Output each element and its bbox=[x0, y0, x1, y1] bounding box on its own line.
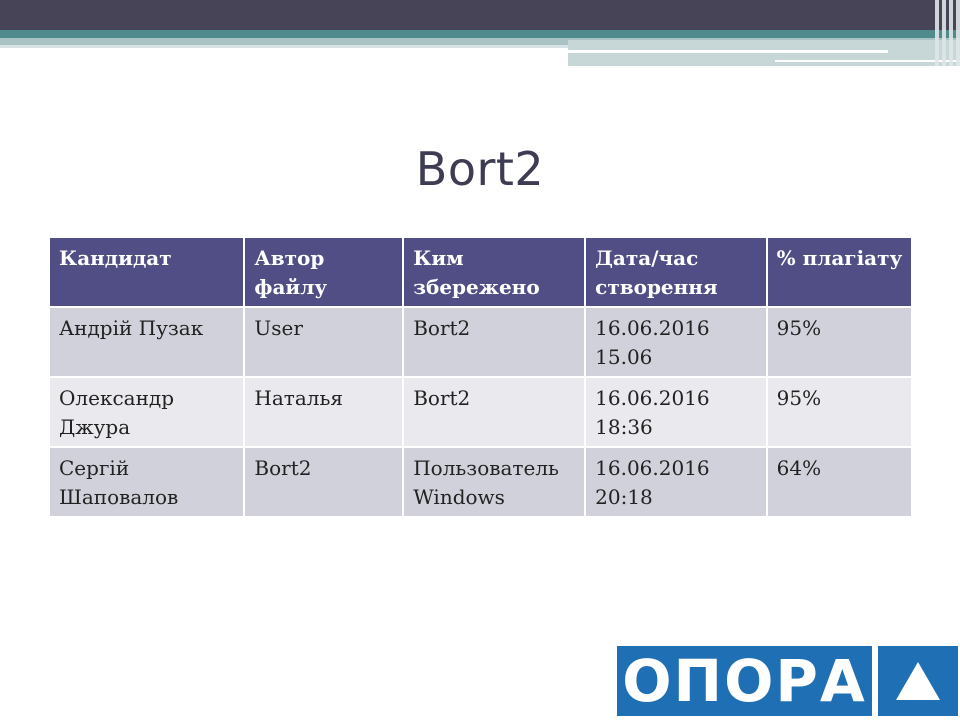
cell-plagiarism-percent: 95% bbox=[767, 377, 912, 447]
header-dark-band bbox=[0, 0, 960, 30]
cell-candidate: Олександр Джура bbox=[49, 377, 244, 447]
cell-saved-by: Bort2 bbox=[403, 377, 585, 447]
table-row bbox=[49, 377, 912, 447]
column-header-saved-by: Ким збережено bbox=[403, 237, 585, 307]
cell-candidate: Сергій Шаповалов bbox=[49, 447, 244, 517]
header-ribbon-line bbox=[568, 50, 888, 53]
column-header-file-author: Автор файлу bbox=[244, 237, 403, 307]
corner-stripe bbox=[956, 0, 960, 66]
corner-stripe bbox=[935, 0, 939, 66]
table-header-row bbox=[49, 237, 912, 307]
column-header-created-at: Дата/час створення bbox=[585, 237, 767, 307]
cell-created-at: 16.06.2016 15.06 bbox=[585, 307, 767, 377]
cell-saved-by: Пользователь Windows bbox=[403, 447, 585, 517]
header-corner-stripes bbox=[920, 0, 960, 66]
cell-candidate: Андрій Пузак bbox=[49, 307, 244, 377]
cell-plagiarism-percent: 95% bbox=[767, 307, 912, 377]
cell-saved-by: Bort2 bbox=[403, 307, 585, 377]
column-header-candidate: Кандидат bbox=[49, 237, 244, 307]
triangle-icon bbox=[878, 646, 958, 716]
opora-logo bbox=[617, 646, 960, 720]
cell-file-author: User bbox=[244, 307, 403, 377]
header-teal-band bbox=[0, 30, 960, 38]
table-row bbox=[49, 447, 912, 517]
slide-title: Bort2 bbox=[415, 142, 545, 196]
cell-created-at: 16.06.2016 20:18 bbox=[585, 447, 767, 517]
corner-stripe bbox=[949, 0, 953, 66]
plagiarism-table bbox=[48, 236, 913, 518]
cell-file-author: Наталья bbox=[244, 377, 403, 447]
header-right-ribbon bbox=[568, 40, 960, 66]
corner-stripe bbox=[942, 0, 946, 66]
column-header-plagiarism-percent: % плагіату bbox=[767, 237, 912, 307]
cell-file-author: Bort2 bbox=[244, 447, 403, 517]
header-light-band-thin bbox=[0, 45, 568, 48]
cell-created-at: 16.06.2016 18:36 bbox=[585, 377, 767, 447]
cell-plagiarism-percent: 64% bbox=[767, 447, 912, 517]
table-row bbox=[49, 307, 912, 377]
logo-wordmark: ОПОРА bbox=[617, 646, 872, 716]
